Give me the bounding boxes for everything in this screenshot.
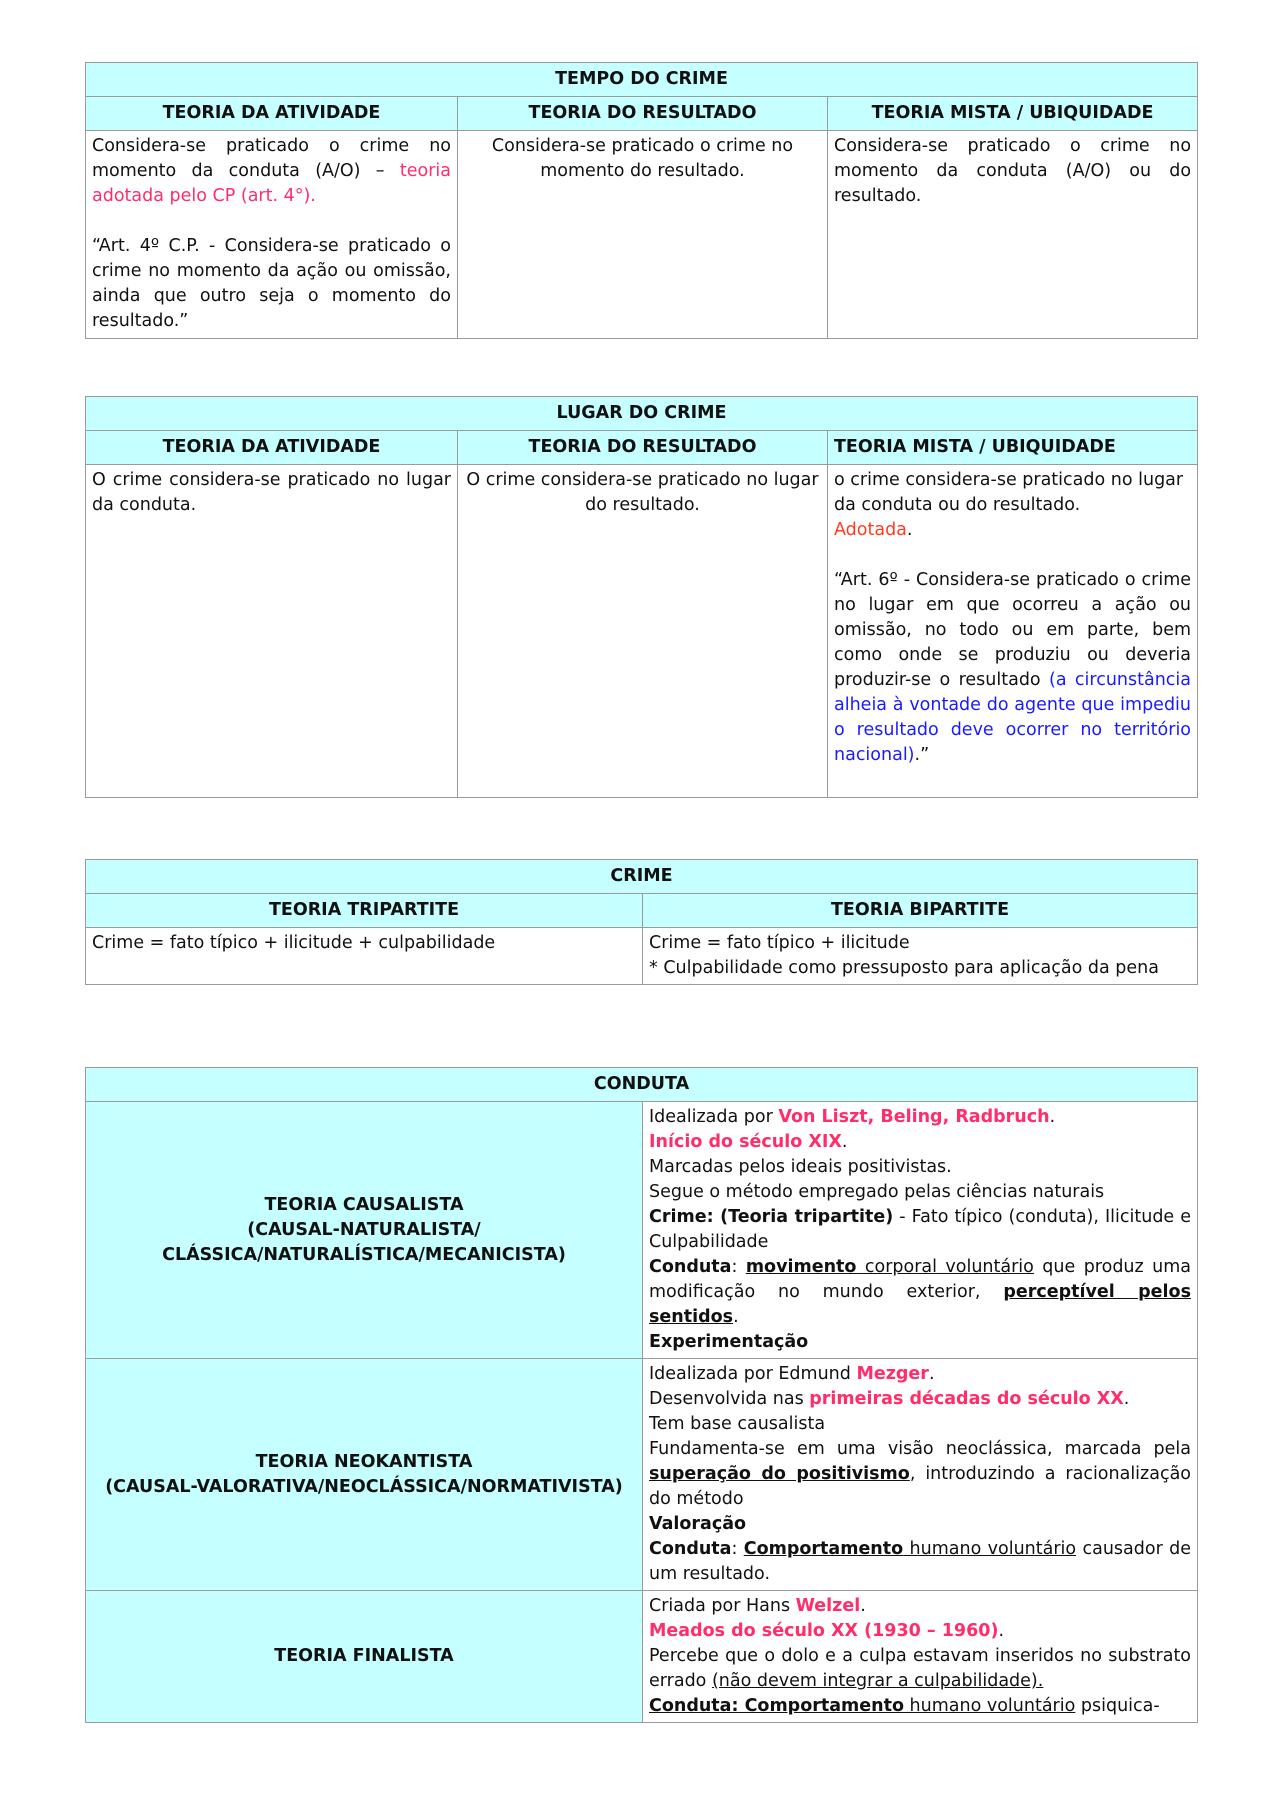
column-header: TEORIA MISTA / UBIQUIDADE [828,431,1198,465]
conduta-table [85,1067,1198,1723]
tripartite-cell: Crime = fato típico + ilicitude + culpabilidade [86,928,643,985]
causalista-cell: Idealizada por Von Liszt, Beling, Radbruch. Início do século XIX. Marcadas pelos ideais positivistas. Segue o método empregado pelas ciências naturais Crime: (Teoria tripartite) - Fato típico (conduta), Ilicitude e Culpabilidade Conduta: movimento corporal voluntário que produz uma modificação no mundo exterior, perceptível pelos sentidos. Experimentação [643,1102,1198,1359]
cell-text: psiquica- [1075,1696,1160,1716]
period-text: Meados do século XX (1930 – 1960) [649,1621,999,1641]
cell-text: Crime = fato típico + ilicitude [649,933,910,953]
conduta-label: Conduta: Comportamento [649,1696,904,1716]
theory-name: TEORIA CAUSALISTA [264,1194,464,1215]
emphasis: Comportamento [743,1539,904,1559]
authors: Welzel [795,1596,861,1616]
crime-label: Crime: (Teoria tripartite) [649,1207,894,1227]
theory-alias: CLÁSSICA/NATURALÍSTICA/MECANICISTA) [162,1244,566,1265]
emphasis: perceptível pelos sentidos [649,1282,1191,1327]
cell-text: Segue o método empregado pelas ciências naturais [649,1182,1105,1202]
article-quote: “Art. 4º C.P. - Considera-se praticado o crime no momento da ação ou omissão, ainda que outro seja o momento do resultado.” [92,236,451,331]
column-header: TEORIA DO RESULTADO [458,97,828,131]
authors: Mezger [856,1364,929,1384]
teoria-atividade-cell: O crime considera-se praticado no lugar da conduta. [86,465,458,798]
emphasis: movimento [745,1257,857,1277]
teoria-atividade-cell [86,131,458,339]
teoria-mista-cell [828,465,1198,798]
period-text: Início do século XIX [649,1132,842,1152]
quote-end: .” [914,745,930,765]
table-title: CRIME [86,860,1198,894]
theory-name: TEORIA FINALISTA [274,1646,454,1666]
cell-note: * Culpabilidade como pressuposto para aplicação da pena [649,958,1159,978]
emphasis: corporal voluntário [856,1257,1034,1277]
finalista-header [86,1591,643,1723]
cell-text: , introduzindo a racionalização do método [649,1464,1192,1509]
column-header: TEORIA MISTA / UBIQUIDADE [828,97,1198,131]
period-text: primeiras décadas do século XX [809,1389,1124,1409]
emphasis: humano voluntário [903,1539,1077,1559]
cell-text: Criada por Hans [649,1596,796,1616]
emphasis: humano voluntário [903,1696,1076,1716]
crime-table [85,859,1198,985]
conduta-label: Conduta [649,1257,732,1277]
column-header: TEORIA DA ATIVIDADE [86,431,458,465]
bipartite-cell [643,928,1198,985]
emphasis: superação do positivismo [649,1464,910,1484]
lugar-do-crime-table [85,396,1198,798]
cell-text: Percebe que o dolo e a culpa estavam inseridos no substrato errado [649,1646,1192,1691]
cell-text: causador de um resultado. [649,1539,1192,1584]
keyword: Experimentação [649,1332,809,1352]
theory-name: TEORIA NEOKANTISTA [255,1451,473,1472]
table-title: TEMPO DO CRIME [86,63,1198,97]
table-title: LUGAR DO CRIME [86,397,1198,431]
conduta-label: Conduta [649,1539,732,1559]
cell-text: - Fato típico (conduta), Ilicitude e Culpabilidade [649,1207,1192,1252]
authors: Von Liszt, Beling, Radbruch [778,1107,1050,1127]
cell-text: Fundamenta-se em uma visão neoclássica, marcada pela [649,1439,1192,1459]
column-header: TEORIA BIPARTITE [643,894,1198,928]
cell-text: que produz uma modificação no mundo exterior, [649,1257,1192,1302]
neokantista-cell: Idealizada por Edmund Mezger. Desenvolvida nas primeiras décadas do século XX. Tem base causalista Fundamenta-se em uma visão neoclássica, marcada pela superação do positivismo, introduzindo a racionalização do método Valoração Conduta: Comportamento humano voluntário causador de um resultado. [643,1359,1198,1591]
highlight-text: teoria adotada pelo CP (art. 4°). [92,161,451,206]
table-title: CONDUTA [86,1068,1198,1102]
causalista-header [86,1102,643,1359]
cell-text: Considera-se praticado o crime no momento da conduta (A/O) – [92,136,451,181]
teoria-resultado-cell: O crime considera-se praticado no lugar do resultado. [458,465,828,798]
tempo-do-crime-table [85,62,1198,339]
neokantista-header [86,1359,643,1591]
column-header: TEORIA DO RESULTADO [458,431,828,465]
teoria-mista-cell: Considera-se praticado o crime no momento da conduta (A/O) ou do resultado. [828,131,1198,339]
teoria-resultado-cell: Considera-se praticado o crime no momento do resultado. [458,131,828,339]
adotada-label: Adotada [834,520,907,540]
theory-alias: (CAUSAL-NATURALISTA/ [247,1219,481,1240]
cell-text: Idealizada por Edmund [649,1364,857,1384]
cell-text: Desenvolvida nas [649,1389,810,1409]
period: . [906,520,913,540]
column-header: TEORIA DA ATIVIDADE [86,97,458,131]
finalista-cell: Criada por Hans Welzel. Meados do século XX (1930 – 1960). Percebe que o dolo e a culpa estavam inseridos no substrato errado (não devem integrar a culpabilidade). Conduta: Comportamento humano voluntário psiquica- [643,1591,1198,1723]
cell-text: Tem base causalista [649,1414,826,1434]
cell-text: Idealizada por [649,1107,779,1127]
cell-text: Marcadas pelos ideais positivistas. [649,1157,952,1177]
article-note: (a circunstância alheia à vontade do agente que impediu o resultado deve ocorrer no território nacional) [834,670,1192,765]
cell-text: o crime considera-se praticado no lugar da conduta ou do resultado. [834,470,1184,515]
keyword: Valoração [649,1514,747,1534]
theory-alias: (CAUSAL-VALORATIVA/NEOCLÁSSICA/NORMATIVISTA) [105,1476,623,1497]
column-header: TEORIA TRIPARTITE [86,894,643,928]
emphasis: (não devem integrar a culpabilidade). [711,1671,1044,1691]
article-quote: “Art. 6º - Considera-se praticado o crime no lugar em que ocorreu a ação ou omissão, no todo ou em parte, bem como onde se produziu ou deveria produzir-se o resultado [834,570,1192,690]
